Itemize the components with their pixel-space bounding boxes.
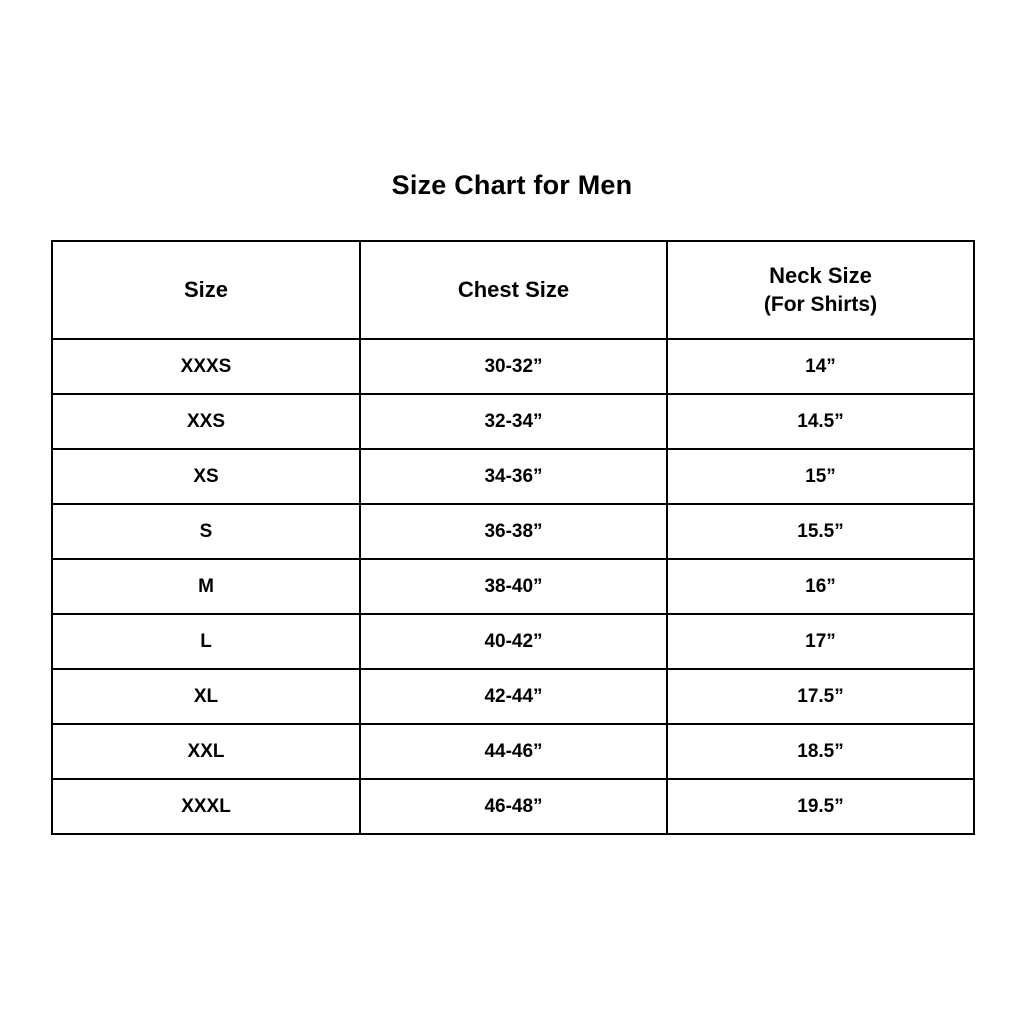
cell-chest: 40-42”	[360, 614, 667, 669]
cell-size: XXXL	[52, 779, 360, 834]
size-chart-table	[51, 240, 975, 835]
table-row	[52, 449, 974, 504]
table-row	[52, 779, 974, 834]
cell-neck: 17”	[667, 614, 974, 669]
table-row	[52, 669, 974, 724]
cell-neck: 19.5”	[667, 779, 974, 834]
cell-neck: 16”	[667, 559, 974, 614]
table-header-row	[52, 241, 974, 339]
cell-size: S	[52, 504, 360, 559]
cell-size: XL	[52, 669, 360, 724]
cell-size: XXXS	[52, 339, 360, 394]
cell-chest: 34-36”	[360, 449, 667, 504]
cell-neck: 14.5”	[667, 394, 974, 449]
page-title: Size Chart for Men	[391, 170, 633, 200]
cell-size: M	[52, 559, 360, 614]
table-row	[52, 394, 974, 449]
size-chart-table-container	[51, 240, 973, 835]
cell-neck: 15.5”	[667, 504, 974, 559]
cell-neck: 18.5”	[667, 724, 974, 779]
table-header	[52, 241, 974, 339]
table-row	[52, 724, 974, 779]
cell-chest: 30-32”	[360, 339, 667, 394]
cell-chest: 46-48”	[360, 779, 667, 834]
table-row	[52, 339, 974, 394]
column-header-neck-sublabel: (For Shirts)	[763, 292, 878, 316]
cell-size: L	[52, 614, 360, 669]
table-row	[52, 504, 974, 559]
table-row	[52, 614, 974, 669]
cell-chest: 44-46”	[360, 724, 667, 779]
cell-chest: 32-34”	[360, 394, 667, 449]
column-header-chest-label: Chest Size	[457, 276, 570, 302]
table-body	[52, 339, 974, 834]
cell-size: XXL	[52, 724, 360, 779]
table-row	[52, 559, 974, 614]
column-header-size	[52, 241, 360, 339]
cell-size: XS	[52, 449, 360, 504]
cell-chest: 42-44”	[360, 669, 667, 724]
column-header-neck-label: Neck Size	[769, 263, 872, 289]
cell-neck: 15”	[667, 449, 974, 504]
cell-size: XXS	[52, 394, 360, 449]
cell-chest: 36-38”	[360, 504, 667, 559]
column-header-size-label: Size	[183, 276, 229, 302]
cell-chest: 38-40”	[360, 559, 667, 614]
cell-neck: 17.5”	[667, 669, 974, 724]
cell-neck: 14”	[667, 339, 974, 394]
column-header-neck	[667, 241, 974, 339]
column-header-chest	[360, 241, 667, 339]
